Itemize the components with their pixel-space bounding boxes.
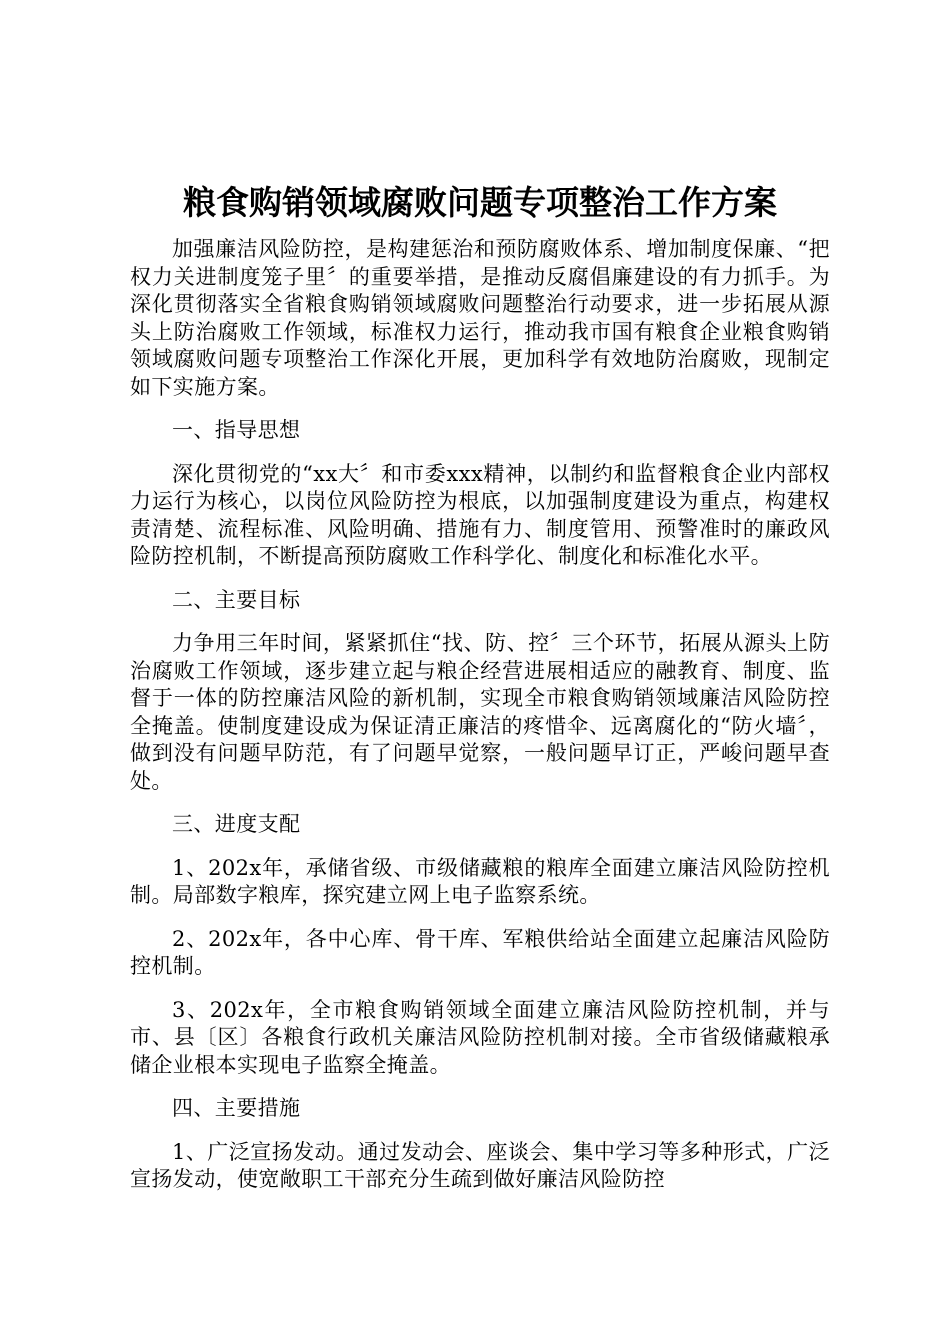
- document-page: [130, 178, 830, 1210]
- document-title: 粮食购销领域腐败问题专项整治工作方案: [183, 183, 777, 222]
- schedule-item-1: 1、202x年，承储省级、市级储藏粮的粮库全面建立廉洁风险防控机制。局部数字粮库，探究建立网上电子监察系统。: [130, 855, 830, 907]
- main-goals-paragraph: 力争用三年时间，紧紧抓住“找、防、控〞三个环节，拓展从源头上防治腐败工作领域，逐步建立起与粮企经营进展相适应的融教育、制度、监督于一体的防控廉洁风险的新机制，实现全市粮食购销领域廉洁风险防控全掩盖。使制度建设成为保证清正廉洁的疼惜伞、远离腐化的“防火墙〞，做到没有问题早防范，有了问题早觉察，一般问题早订正，严峻问题早查处。: [130, 631, 830, 793]
- schedule-item-2: 2、202x年，各中心库、骨干库、军粮供给站全面建立起廉洁风险防控机制。: [130, 926, 830, 978]
- section-heading-main-measures: 四、主要措施: [172, 1096, 301, 1120]
- section-heading-schedule: 三、进度支配: [172, 812, 301, 836]
- measures-item-1: 1、广泛宣扬发动。通过发动会、座谈会、集中学习等多种形式，广泛宣扬发动，使宽敞职工干部充分生疏到做好廉洁风险防控: [130, 1139, 830, 1191]
- intro-paragraph: 加强廉洁风险防控，是构建惩治和预防腐败体系、增加制度保廉、“把权力关进制度笼子里〞的重要举措，是推动反腐倡廉建设的有力抓手。为深化贯彻落实全省粮食购销领域腐败问题整治行动要求，进一步拓展从源头上防治腐败工作领域，标准权力运行，推动我市国有粮食企业粮食购销领域腐败问题专项整治工作深化开展，更加科学有效地防治腐败，现制定如下实施方案。: [130, 237, 830, 399]
- schedule-item-3: 3、202x年，全市粮食购销领域全面建立廉洁风险防控机制，并与市、县〔区〕各粮食行政机关廉洁风险防控机制对接。全市省级储藏粮承储企业根本实现电子监察全掩盖。: [130, 997, 830, 1077]
- guiding-thought-paragraph: 深化贯彻党的“xx大〞和市委xxx精神，以制约和监督粮食企业内部权力运行为核心，以岗位风险防控为根底，以加强制度建设为重点，构建权责清楚、流程标准、风险明确、措施有力、制度管用、预警准时的廉政风险防控机制，不断提高预防腐败工作科学化、制度化和标准化水平。: [130, 461, 830, 568]
- section-heading-guiding-thought: 一、指导思想: [172, 418, 301, 442]
- section-heading-main-goals: 二、主要目标: [172, 587, 301, 612]
